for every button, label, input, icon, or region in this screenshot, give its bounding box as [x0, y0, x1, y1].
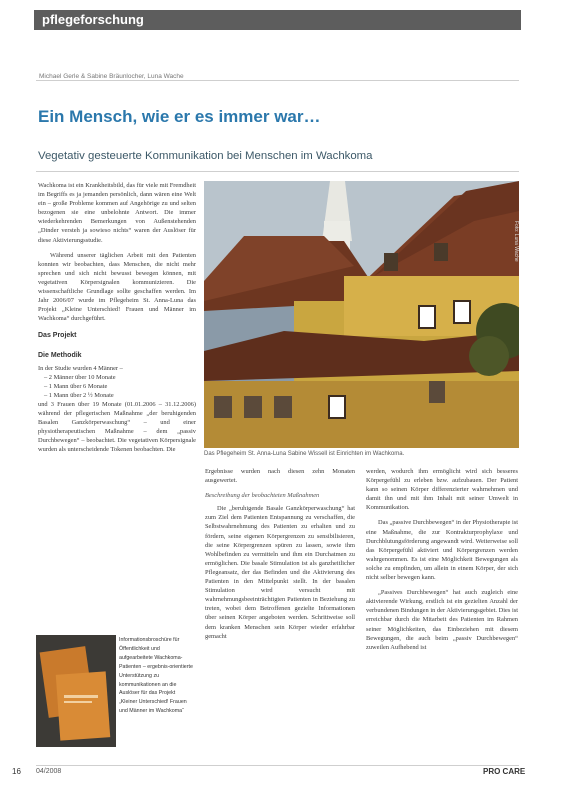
article-title: Ein Mensch, wie er es immer war…	[38, 107, 321, 126]
building-photo	[204, 181, 519, 448]
column-1	[38, 181, 196, 461]
section-heading: Das Projekt	[38, 332, 77, 340]
list-item: – 1 Mann über 6 Monate	[44, 382, 108, 390]
divider	[36, 80, 519, 81]
author-line: Michael Gerle & Sabine Bräunlocher, Luna Wache	[39, 73, 184, 80]
brochure-icon	[36, 635, 116, 747]
paragraph: werden, wodurch ihm ermöglicht wird sich besseres Körpergefühl zu erleben bzw. aufzubauen. Der Patient kann so seinen Körper differenzierter wahrnehmen und damit ihn und mit ihm Inhalt mit seiner Umwelt in Kommunikation.	[366, 468, 518, 512]
section-label: pflegeforschung	[42, 12, 144, 27]
divider	[36, 171, 519, 172]
footer-divider	[36, 765, 519, 766]
list	[38, 373, 196, 400]
paragraph: „Passives Durchbewegen“ hat auch zugleich eine aktivierende Wirkung, erstlich ist ein gezielten Anzahl der verbundenen Bindungen in der Aktivierungsgebiet. Dies ist erreichbar durch die Mitarbeit des Patienten im Rahmen seiner Möglichkeiten, das Einbeziehen mit diesem Bewegungen, die auch beim „passiv Durchbewegen“ zuweilen Aufhebend ist	[366, 589, 518, 651]
paragraph: Das „passive Durchbewegen“ in der Physiotherapie ist eine Maßnahme, die zur Kontrakturprophylaxe und Durchblutungsförderung angewandt wird. Weiterweise soll das Körpergefühl aktiviert und Körpergrenzen werden wahrgenommen. Es ist eine Möglichkeit Bewegungen als solche zu empfinden, um allein in einem Körper, der sich nicht selber bewegen kann.	[366, 519, 518, 582]
photo-image	[204, 181, 519, 448]
issue-label: 04/2008	[36, 768, 62, 775]
paragraph: Die „beruhigende Basale Ganzkörperwaschung“ hat zum Ziel dem Patienten Entspannung zu verschaffen, die Selbstwahrnehmung des Patienten zu erhalten und zu fördern, seine eigenen Körpergrenzen zu sensibilisieren, die seine Körpergrenzen spüren zu lassen, sowie ihm Wohlbefinden zu vermitteln und ihm ein Durchatmen zu ermöglichen. Die basale Stimulation ist als ganzheitlicher Pflegeansatz, der das Befinden und die Aktivierung des Patienten in den Mittelpunkt stellt. In der basalen Stimulation wird versucht mit wahrnehmungsbeeinträchtigten Patienten in Beziehung zu treten, wobei dem Betroffenen gezielte Informationen über seinen Körper angeboten werden. Schrittweise soll dem kranken Menschen sein Körper wieder erfahrbar gemacht	[205, 505, 355, 640]
list-item: – 1 Mann über 2 ½ Monate	[44, 391, 114, 399]
article-subtitle: Vegetativ gesteuerte Kommunikation bei Menschen im Wachkoma	[38, 150, 373, 162]
section-header-bar	[34, 10, 521, 30]
column-2	[205, 467, 355, 647]
paragraph: und 3 Frauen über 19 Monate (01.01.2006 – 31.12.2006) während der pflegerischen Maßnahme „der beruhigenden Basalen Ganzkörperwaschung“ – und einer physiotherapeutischen Maßnahme – dem „passiv Durchbewegen“ – beobachtet. Die vegetativen Körpersignale wurden als unterscheidende Tokenen beobachten. Die	[38, 400, 196, 454]
section-subheading: Beschreibung der beobachteten Maßnahmen	[205, 492, 320, 500]
brochure-image	[36, 635, 116, 747]
magazine-name: PRO CARE	[483, 767, 526, 776]
infobox-text: Informationsbroschüre für Öffentlichkeit und aufgearbeitete Wachkoma-Patienten – ergebnis-orientierte Unterstützung zu kommunikationen an die Auslöser für das Projekt „Kleiner Unterschied! Frauen und Männer im Wachkoma“	[119, 637, 193, 715]
paragraph: In der Studie wurden 4 Männer –	[38, 364, 123, 372]
photo-caption: Das Pflegeheim St. Anna-Luna Sabine Wissell ist Einrichten im Wachkoma.	[204, 451, 405, 457]
paragraph: Wachkoma ist ein Krankheitsbild, das für viele mit Fremdheit im Begriffs es ja jemanden persönlich, dann wären eine Welt ein – große Probleme kommen auf Angehörige zu und selten bezogenen sie eine unbelohnte Antwort. Die immer wiederkehrenden Bemerkungen von Außenstehenden „Dinder versteh ja sowieso nichts“ waren der Auslöser für diese Aktivierungsstudie.	[38, 182, 196, 244]
section-heading: Die Methodik	[38, 351, 82, 359]
page-number: 16	[12, 767, 21, 776]
paragraph: Während unserer täglichen Arbeit mit den Patienten konnten wir beobachten, dass Menschen, die nicht mehr sprechen und sich nicht bewusst bewegen können, mit vegetativen Körpersignalen kommunizieren. Die wissenschaftliche Grundlage sollte geschaffen werden. Im Jahr 2006/07 wurde im Pflegeheim St. Anna-Luna das Projekt „Kleine Unterschied! Frauen und Männer im Wachkoma“ durchgeführt.	[38, 251, 196, 323]
paragraph: Ergebnisse wurden nach diesen zehn Monaten ausgewertet.	[205, 468, 355, 485]
photo-credit: Foto: Luna Wache	[513, 221, 519, 262]
column-3	[366, 467, 518, 658]
list-item: – 2 Männer über 10 Monate	[44, 373, 116, 381]
